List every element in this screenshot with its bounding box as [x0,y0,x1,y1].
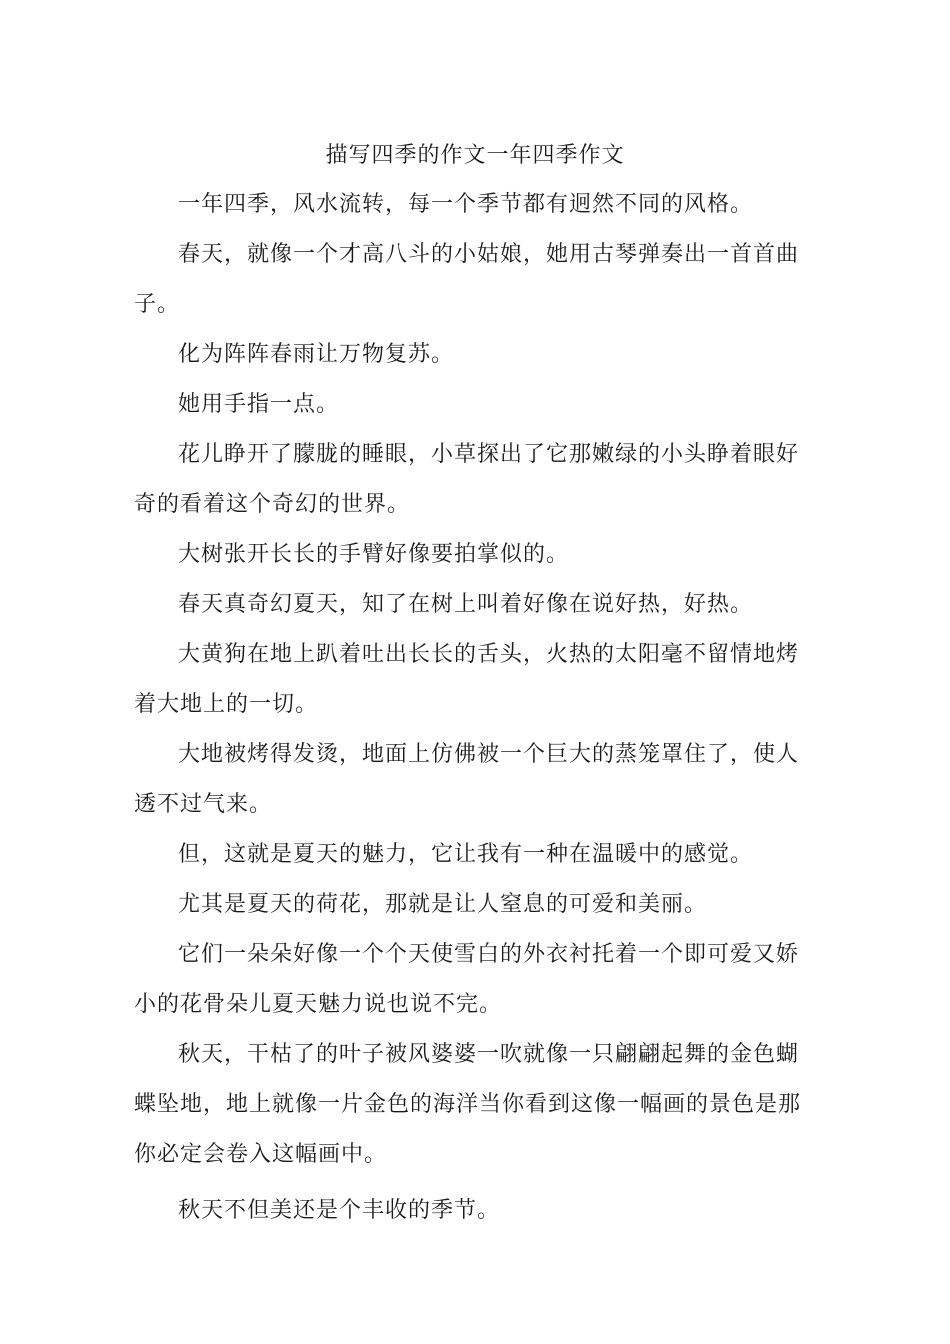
document-body [134,180,814,1236]
paragraph: 它们一朵朵好像一个个天使雪白的外衣衬托着一个即可爱又娇小的花骨朵儿夏天魅力说也说不完。 [134,942,800,1017]
paragraph: 尤其是夏天的荷花，那就是让人窒息的可爱和美丽。 [178,892,708,917]
paragraph: 但，这就是夏天的魅力，它让我有一种在温暖中的感觉。 [178,842,754,867]
paragraph: 春天，就像一个才高八斗的小姑娘，她用古琴弹奏出一首首曲子。 [134,242,800,317]
paragraph: 秋天，干枯了的叶子被风婆婆一吹就像一只翩翩起舞的金色蝴蝶坠地，地上就像一片金色的海洋当你看到这像一幅画的景色是那你必定会卷入这幅画中。 [134,1042,802,1167]
paragraph: 一年四季，风水流转，每一个季节都有迥然不同的风格。 [178,192,754,217]
paragraph: 大黄狗在地上趴着吐出长长的舌头，火热的太阳毫不留情地烤着大地上的一切。 [134,642,800,717]
paragraph: 秋天不但美还是个丰收的季节。 [178,1198,501,1223]
paragraph: 化为阵阵春雨让万物复苏。 [178,342,455,367]
paragraph: 她用手指一点。 [178,392,340,417]
paragraph: 大树张开长长的手臂好像要拍掌似的。 [178,542,570,567]
paragraph: 春天真奇幻夏天，知了在树上叫着好像在说好热，好热。 [178,592,754,617]
paragraph: 大地被烤得发烫，地面上仿佛被一个巨大的蒸笼罩住了，使人透不过气来。 [134,742,800,817]
document-title: 描写四季的作文一年四季作文 [325,143,625,168]
paragraph: 花儿睁开了朦胧的睡眼，小草探出了它那嫩绿的小头睁着眼好奇的看着这个奇幻的世界。 [134,442,800,517]
